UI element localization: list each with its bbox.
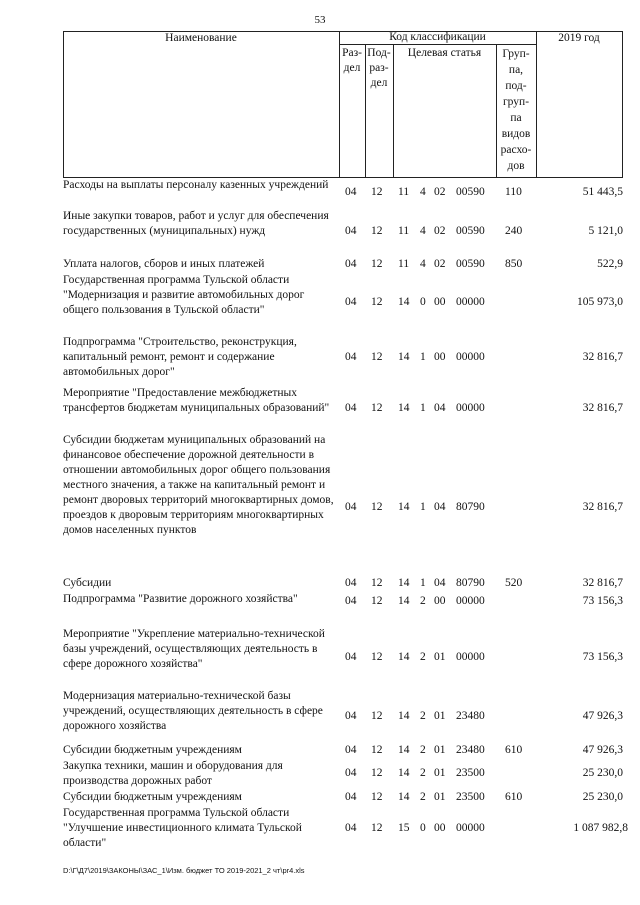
row-cs2: 1 bbox=[420, 501, 426, 513]
row-amount: 32 816,7 bbox=[582, 351, 623, 363]
row-cs2: 2 bbox=[420, 744, 426, 756]
row-cs3: 02 bbox=[434, 186, 446, 198]
row-cs4: 00000 bbox=[456, 296, 485, 308]
row-name: Мероприятие "Укрепление материально-технической базы учреждений, осуществляющих деятельность в сфере дорожного хозяйства" bbox=[63, 628, 325, 670]
row-podrazdel: 12 bbox=[371, 186, 383, 198]
row-razdel: 04 bbox=[345, 577, 357, 589]
row-amount: 5 121,0 bbox=[588, 225, 623, 237]
row-amount: 73 156,3 bbox=[582, 595, 623, 607]
row-cs2: 2 bbox=[420, 710, 426, 722]
row-amount: 105 973,0 bbox=[577, 296, 623, 308]
row-vr: 240 bbox=[505, 225, 523, 237]
row-vr: 110 bbox=[505, 186, 522, 198]
row-cs3: 01 bbox=[434, 744, 446, 756]
row-podrazdel: 12 bbox=[371, 225, 383, 237]
row-cs4: 80790 bbox=[456, 501, 485, 513]
header-code: Код классификации bbox=[389, 31, 486, 43]
row-cs1: 11 bbox=[398, 186, 410, 198]
header-year: 2019 год bbox=[558, 32, 600, 44]
row-cs2: 0 bbox=[420, 296, 426, 308]
row-cs2: 4 bbox=[420, 225, 426, 237]
row-cs3: 04 bbox=[434, 577, 446, 589]
row-cs3: 04 bbox=[434, 402, 446, 414]
row-cs1: 14 bbox=[398, 595, 410, 607]
row-cs1: 14 bbox=[398, 710, 410, 722]
header-name: Наименование bbox=[165, 32, 237, 44]
row-amount: 32 816,7 bbox=[582, 501, 623, 513]
row-cs2: 2 bbox=[420, 595, 426, 607]
row-podrazdel: 12 bbox=[371, 258, 383, 270]
row-razdel: 04 bbox=[345, 822, 357, 834]
row-cs3: 00 bbox=[434, 595, 446, 607]
row-cs2: 1 bbox=[420, 577, 426, 589]
row-cs4: 23500 bbox=[456, 791, 485, 803]
header-group: Груп- па, под- груп- па видов расхо- дов bbox=[500, 48, 532, 172]
row-cs4: 00000 bbox=[456, 822, 485, 834]
row-amount: 73 156,3 bbox=[582, 651, 623, 663]
row-cs3: 01 bbox=[434, 791, 446, 803]
row-cs2: 1 bbox=[420, 351, 426, 363]
row-name: Субсидии бюджетам муниципальных образований на финансовое обеспечение дорожной деятельности в отношении автомобильных дорог общего пользования местного значения, а также на капитальный ремонт и ремонт дворовых территорий многоквартирных домов, проездов к дворовым территориям многоквартирных домов населенных пунктов bbox=[63, 434, 334, 536]
row-razdel: 04 bbox=[345, 258, 357, 270]
row-vr: 520 bbox=[505, 577, 523, 589]
row-cs1: 14 bbox=[398, 351, 410, 363]
row-cs4: 80790 bbox=[456, 577, 485, 589]
row-cs2: 1 bbox=[420, 402, 426, 414]
row-name: Субсидии бюджетным учреждениям bbox=[63, 791, 242, 803]
row-podrazdel: 12 bbox=[371, 296, 383, 308]
row-cs4: 23480 bbox=[456, 710, 485, 722]
row-razdel: 04 bbox=[345, 767, 357, 779]
row-amount: 47 926,3 bbox=[582, 744, 623, 756]
header-razdel: Раз- дел bbox=[342, 47, 362, 74]
row-amount: 522,9 bbox=[597, 258, 623, 270]
row-cs3: 02 bbox=[434, 258, 446, 270]
row-amount: 25 230,0 bbox=[582, 791, 623, 803]
row-razdel: 04 bbox=[345, 651, 357, 663]
row-name: Субсидии bbox=[63, 577, 112, 589]
row-cs2: 0 bbox=[420, 822, 426, 834]
row-razdel: 04 bbox=[345, 296, 357, 308]
row-cs2: 2 bbox=[420, 791, 426, 803]
row-cs1: 14 bbox=[398, 296, 410, 308]
row-cs3: 01 bbox=[434, 767, 446, 779]
row-podrazdel: 12 bbox=[371, 651, 383, 663]
row-cs3: 04 bbox=[434, 501, 446, 513]
row-name: Субсидии бюджетным учреждениям bbox=[63, 744, 242, 756]
row-cs4: 00590 bbox=[456, 258, 485, 270]
row-cs3: 00 bbox=[434, 351, 446, 363]
row-cs3: 01 bbox=[434, 710, 446, 722]
row-name: Государственная программа Тульской области "Модернизация и развитие автомобильных дорог общего пользования в Тульской области" bbox=[63, 274, 305, 316]
row-cs1: 14 bbox=[398, 651, 410, 663]
row-podrazdel: 12 bbox=[371, 577, 383, 589]
row-cs1: 11 bbox=[398, 258, 410, 270]
row-cs2: 4 bbox=[420, 258, 426, 270]
row-podrazdel: 12 bbox=[371, 791, 383, 803]
row-cs3: 02 bbox=[434, 225, 446, 237]
row-vr: 610 bbox=[505, 744, 523, 756]
row-cs4: 00000 bbox=[456, 595, 485, 607]
row-cs2: 2 bbox=[420, 767, 426, 779]
row-cs1: 14 bbox=[398, 577, 410, 589]
file-path-footer: D:\Г\Д7\2019\ЗАКОНЫ\ЗАС_1\Изм. бюджет ТО 2019-2021_2 чт\pr4.xls bbox=[63, 866, 305, 875]
row-vr: 850 bbox=[505, 258, 523, 270]
row-name: Закупка техники, машин и оборудования для производства дорожных работ bbox=[63, 760, 283, 787]
table-header bbox=[0, 0, 640, 178]
row-amount: 32 816,7 bbox=[582, 402, 623, 414]
row-name: Уплата налогов, сборов и иных платежей bbox=[63, 258, 265, 270]
row-name: Модернизация материально-технической базы учреждений, осуществляющих деятельность в сфере дорожного хозяйства bbox=[63, 690, 323, 732]
row-cs1: 14 bbox=[398, 402, 410, 414]
row-cs4: 00000 bbox=[456, 402, 485, 414]
header-podrazdel: Под- раз- дел bbox=[367, 47, 391, 89]
row-amount: 25 230,0 bbox=[582, 767, 623, 779]
row-podrazdel: 12 bbox=[371, 744, 383, 756]
row-cs1: 14 bbox=[398, 791, 410, 803]
row-cs4: 23500 bbox=[456, 767, 485, 779]
row-podrazdel: 12 bbox=[371, 351, 383, 363]
row-podrazdel: 12 bbox=[371, 822, 383, 834]
row-amount: 51 443,5 bbox=[582, 186, 623, 198]
row-cs2: 2 bbox=[420, 651, 426, 663]
row-amount: 1 087 982,8 bbox=[573, 822, 628, 834]
row-razdel: 04 bbox=[345, 710, 357, 722]
row-cs4: 00000 bbox=[456, 651, 485, 663]
row-razdel: 04 bbox=[345, 595, 357, 607]
row-cs4: 00000 bbox=[456, 351, 485, 363]
row-name: Иные закупки товаров, работ и услуг для обеспечения государственных (муниципальных) нужд bbox=[63, 210, 329, 237]
row-razdel: 04 bbox=[345, 501, 357, 513]
row-cs4: 00590 bbox=[456, 186, 485, 198]
row-podrazdel: 12 bbox=[371, 595, 383, 607]
row-podrazdel: 12 bbox=[371, 501, 383, 513]
page-number: 53 bbox=[314, 14, 326, 26]
row-cs2: 4 bbox=[420, 186, 426, 198]
row-podrazdel: 12 bbox=[371, 402, 383, 414]
row-cs1: 14 bbox=[398, 744, 410, 756]
row-amount: 47 926,3 bbox=[582, 710, 623, 722]
row-razdel: 04 bbox=[345, 791, 357, 803]
row-cs3: 01 bbox=[434, 651, 446, 663]
row-cs1: 14 bbox=[398, 767, 410, 779]
row-podrazdel: 12 bbox=[371, 710, 383, 722]
row-cs1: 14 bbox=[398, 501, 410, 513]
row-vr: 610 bbox=[505, 791, 523, 803]
row-cs3: 00 bbox=[434, 822, 446, 834]
row-amount: 32 816,7 bbox=[582, 577, 623, 589]
row-cs3: 00 bbox=[434, 296, 446, 308]
row-razdel: 04 bbox=[345, 402, 357, 414]
row-name: Подпрограмма "Строительство, реконструкция, капитальный ремонт, ремонт и содержание автомобильных дорог" bbox=[63, 336, 297, 378]
header-target: Целевая статья bbox=[407, 47, 482, 59]
row-cs4: 00590 bbox=[456, 225, 485, 237]
row-podrazdel: 12 bbox=[371, 767, 383, 779]
row-cs4: 23480 bbox=[456, 744, 485, 756]
row-name: Государственная программа Тульской области "Улучшение инвестиционного климата Тульской области" bbox=[63, 807, 302, 849]
row-cs1: 15 bbox=[398, 822, 410, 834]
row-name: Расходы на выплаты персоналу казенных учреждений bbox=[63, 179, 329, 191]
row-razdel: 04 bbox=[345, 225, 357, 237]
row-razdel: 04 bbox=[345, 351, 357, 363]
row-name: Подпрограмма "Развитие дорожного хозяйства" bbox=[63, 593, 298, 605]
row-cs1: 11 bbox=[398, 225, 410, 237]
row-razdel: 04 bbox=[345, 186, 357, 198]
row-razdel: 04 bbox=[345, 744, 357, 756]
row-name: Мероприятие "Предоставление межбюджетных трансфертов бюджетам муниципальных образований" bbox=[63, 387, 330, 414]
